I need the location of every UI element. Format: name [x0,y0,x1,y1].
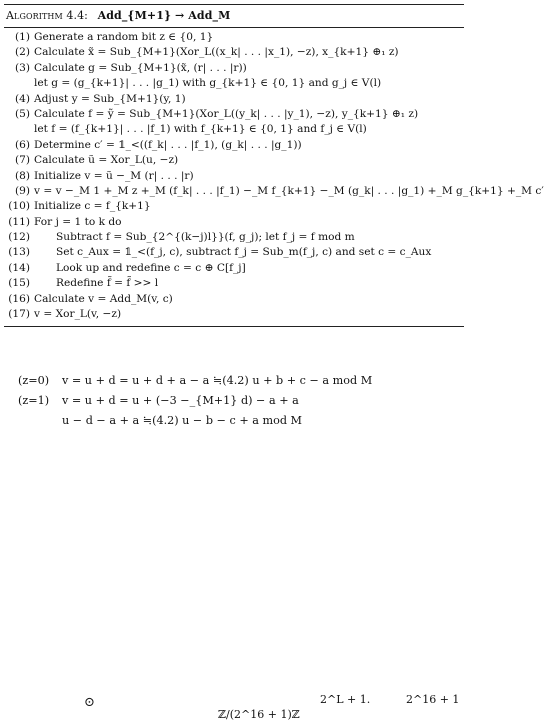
step-text: Initialize c = f_{k+1} [34,200,151,213]
step-number: (7) [14,154,30,167]
step-number: (1) [14,31,30,43]
step-text: Calculate g = Sub_{M+1}(x̃, (r| . . . |r)) [34,61,247,74]
step-number: (4) [14,92,30,105]
algorithm-step-nested [4,245,464,260]
step-text: Calculate f = ỹ = Sub_{M+1}(Xor_L((y_k| . . . |y_1), −z), y_{k+1} ⊕₁ z) [34,107,419,120]
step-number: (10) [8,200,30,213]
algorithm-step [4,61,464,76]
algorithm-step [4,92,464,107]
step-number: (13) [8,246,30,259]
step-number: (11) [8,215,30,228]
equation-row [18,371,372,391]
equation-text: v = u + d = u + d + a − a ≒(4.2) u + b + c − a mod M [62,374,373,387]
step-text: Calculate x̃ = Sub_{M+1}(Xor_L((x_k| . . . |x_1), −z), x_{k+1} ⊕₁ z) [34,46,399,59]
step-text: Determine c′ = 𝟙_<((f_k| . . . |f_1), (g_k| . . . |g_1)) [34,138,302,151]
step-text: Initialize v = ũ −_M (r| . . . |r) [34,169,194,182]
step-number: (15) [8,277,30,290]
algorithm-steps [4,28,544,326]
algorithm-step-continuation [4,122,464,137]
step-text: Redefine f̃ = f̃ >> l [56,277,159,290]
step-number: (2) [14,46,30,59]
equation-block [18,371,372,431]
algorithm-step [4,199,464,214]
step-text: Generate a random bit z ∈ {0, 1} [34,31,214,43]
odot-symbol: ⊙ [84,695,95,710]
algorithm-step [4,215,464,230]
step-number [4,76,30,91]
step-number: (3) [14,61,30,74]
algorithm-header [4,5,464,28]
step-number: (6) [14,138,30,151]
equation-label: (z=1) [18,394,50,407]
footer-expression: 2^L + 1. [320,693,371,706]
algorithm-step-nested [4,261,464,276]
algorithm-step [4,153,464,168]
step-text: Set c_Aux = 𝟙_<(f_j, c), subtract f_j = Sub_m(f_j, c) and set c = c_Aux [56,246,432,259]
step-number: (14) [8,261,30,274]
footer-expression: 2^16 + 1 [406,693,460,706]
algorithm-step [4,184,544,199]
algorithm-box [4,4,544,327]
step-text: Look up and redefine c = c ⊕ C[f_j] [56,261,246,274]
step-text: let f = (f_{k+1}| . . . |f_1) with f_{k+1} ∈ {0, 1} and f_j ∈ V(l) [34,123,367,136]
step-text: Adjust y = Sub_{M+1}(y, 1) [34,92,186,105]
footer-ring-expression: ℤ/(2^16 + 1)ℤ [218,708,300,721]
step-text: Calculate v = Add_M(v, c) [34,292,173,305]
step-number: (9) [14,184,30,197]
algorithm-title: Add_{M+1} → Add_M [97,9,231,22]
algorithm-step [4,138,464,153]
equation-row [18,411,372,431]
algorithm-label: Algorithm 4.4: [6,9,88,22]
algorithm-step [4,107,464,122]
step-text: v = Xor_L(v, −z) [34,308,122,321]
algorithm-step [4,169,464,184]
step-text: For j = 1 to k do [34,215,122,228]
algorithm-step-continuation [4,76,464,91]
equation-text: u − d − a + a ≒(4.2) u − b − c + a mod M [62,414,303,427]
equation-label: (z=0) [18,374,50,387]
step-number: (5) [14,107,30,120]
step-number: (8) [14,169,30,182]
algorithm-step [4,307,464,322]
step-text: let g = (g_{k+1}| . . . |g_1) with g_{k+1} ∈ {0, 1} and g_j ∈ V(l) [34,77,382,90]
step-number: (12) [8,231,30,244]
step-number: (16) [8,292,30,305]
equation-label [18,411,62,431]
equation-row [18,391,372,411]
algorithm-step [4,30,464,45]
algorithm-step [4,292,464,307]
step-text: v = v −_M 1 +_M z +_M (f_k| . . . |f_1) −_M f_{k+1} −_M (g_k| . . . |g_1) +_M g_{k+1} +_M c′ [34,184,544,197]
algorithm-step-nested [4,276,464,291]
algorithm-step [4,45,464,60]
step-number: (17) [8,308,30,321]
step-number [4,122,30,137]
step-text: Calculate ũ = Xor_L(u, −z) [34,154,179,167]
equation-text: v = u + d = u + (−3 −_{M+1} d) − a + a [62,394,299,407]
algorithm-step-nested [4,230,464,245]
step-text: Subtract f = Sub_{2^{(k−j)l}}(f, g_j); let f_j = f mod m [56,231,355,244]
